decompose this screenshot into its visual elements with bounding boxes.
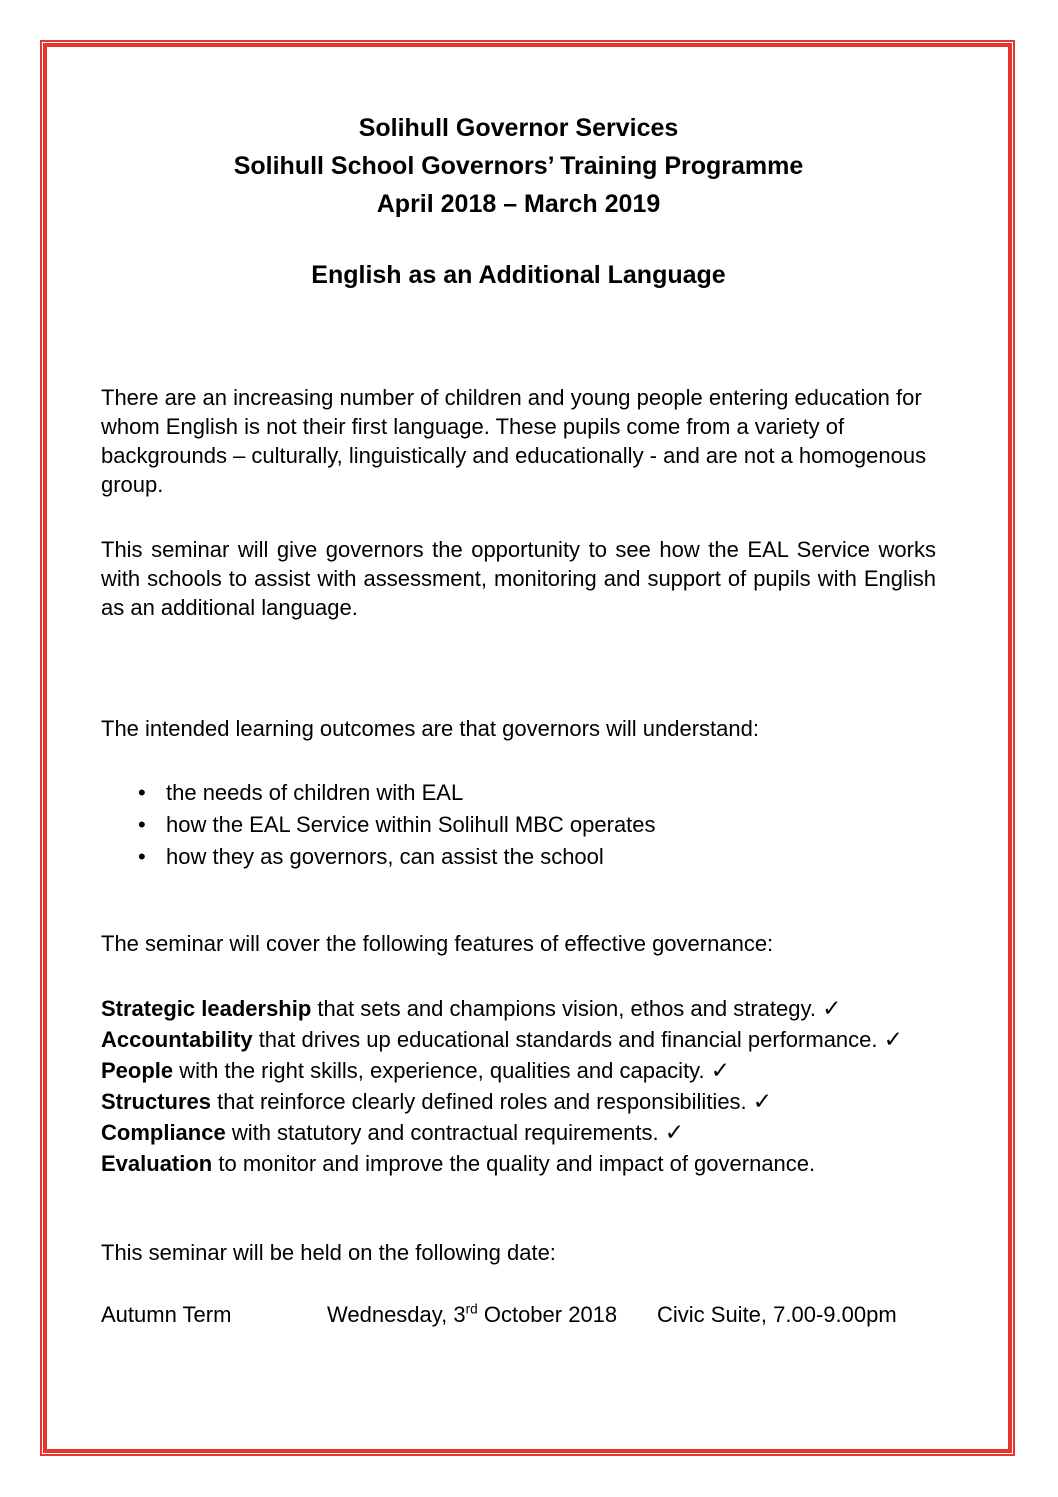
feature-text: that sets and champions vision, ethos and strategy. [311, 996, 823, 1021]
feature-line [101, 1024, 936, 1055]
document-title [101, 109, 936, 223]
checkmark-icon: ✓ [752, 1088, 773, 1114]
feature-text: with the right skills, experience, qualities and capacity. [173, 1058, 711, 1083]
schedule-date-prefix: Wednesday, 3 [327, 1302, 466, 1327]
page-border-frame [40, 40, 1015, 1456]
schedule-date [327, 1300, 657, 1329]
list-item: • how the EAL Service within Solihull MBC operates [101, 809, 936, 841]
checkmark-icon: ✓ [664, 1119, 684, 1145]
checkmark-icon: ✓ [822, 995, 842, 1021]
list-item: • the needs of children with EAL [101, 777, 936, 809]
schedule-term: Autumn Term [101, 1302, 232, 1327]
feature-term: Accountability [101, 1027, 253, 1052]
schedule-date-suffix: October 2018 [477, 1302, 618, 1327]
paragraph-intro: There are an increasing number of children and young people entering education for whom English is not their first language. These pupils come from a variety of backgrounds – culturally, linguistically and educationally - and are not a homogenous group. [101, 385, 927, 497]
feature-line [101, 1086, 936, 1117]
feature-line [101, 1117, 936, 1148]
title-line-1: Solihull Governor Services [358, 114, 679, 142]
feature-text: that reinforce clearly defined roles and responsibilities. [211, 1089, 753, 1114]
title-line-3: April 2018 – March 2019 [376, 190, 661, 218]
document-subtitle: English as an Additional Language [311, 261, 726, 289]
checkmark-icon: ✓ [710, 1057, 731, 1083]
paragraph-date-intro: This seminar will be held on the following date: [101, 1240, 556, 1265]
checkmark-icon: ✓ [883, 1026, 903, 1052]
governance-features [101, 993, 936, 1179]
feature-term: Evaluation [101, 1151, 213, 1176]
outcomes-list [101, 777, 936, 873]
title-line-2: Solihull School Governors’ Training Programme [233, 152, 804, 180]
paragraph-governance-intro: The seminar will cover the following features of effective governance: [101, 931, 774, 956]
feature-line [101, 1148, 936, 1179]
paragraph-outcomes-intro: The intended learning outcomes are that governors will understand: [101, 716, 759, 741]
schedule-date-ordinal: rd [465, 1301, 478, 1317]
feature-term: People [101, 1058, 174, 1083]
feature-text: that drives up educational standards and financial performance. [252, 1027, 884, 1052]
list-item: • how they as governors, can assist the school [101, 841, 936, 873]
schedule-venue: Civic Suite, 7.00-9.00pm [657, 1302, 897, 1327]
feature-line [101, 993, 936, 1024]
schedule-row [101, 1300, 936, 1329]
paragraph-seminar: This seminar will give governors the opportunity to see how the EAL Service works with schools to assist with assessment, monitoring and support of pupils with English as an additional language. [101, 537, 936, 620]
feature-text: to monitor and improve the quality and impact of governance. [212, 1151, 816, 1176]
feature-text: with statutory and contractual requirements. [225, 1120, 665, 1145]
feature-term: Compliance [101, 1120, 226, 1145]
feature-line [101, 1055, 936, 1086]
page-content [43, 43, 1012, 1453]
feature-term: Structures [101, 1089, 212, 1114]
feature-term: Strategic leadership [101, 996, 312, 1021]
